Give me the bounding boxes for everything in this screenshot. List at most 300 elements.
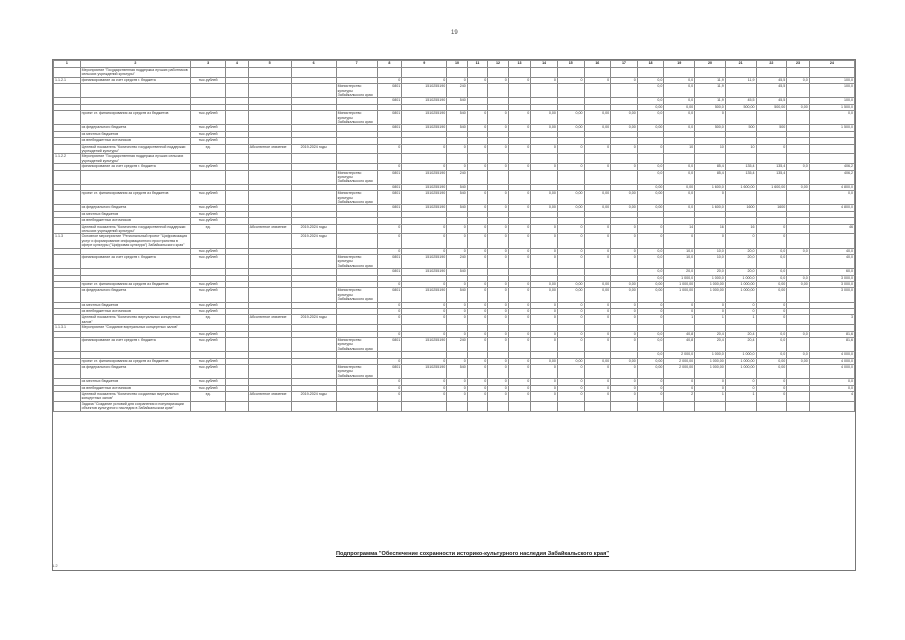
table-cell xyxy=(191,154,226,164)
table-cell xyxy=(226,234,249,248)
table-cell: 0,00 xyxy=(787,104,810,110)
table-cell: 0 xyxy=(377,77,402,83)
table-cell xyxy=(54,68,81,78)
table-cell: тыс.рублей xyxy=(191,211,226,217)
table-cell: 1510255190 xyxy=(402,184,447,190)
table-cell: 20,4 xyxy=(695,331,726,337)
table-cell xyxy=(226,392,249,402)
table-cell xyxy=(557,401,584,411)
table-cell: 0 xyxy=(488,111,508,125)
table-cell: 0 xyxy=(488,248,508,254)
table-cell: 0 xyxy=(637,379,664,385)
table-cell: 0 xyxy=(508,144,531,154)
table-cell: 0 xyxy=(488,302,508,308)
table-cell: 4 000,0 xyxy=(809,352,854,358)
table-cell: 0,00 xyxy=(637,184,664,190)
table-cell: 0 xyxy=(447,315,467,325)
table-cell: 0 xyxy=(508,77,531,83)
table-cell: тыс.рублей xyxy=(191,379,226,385)
table-cell: 0 xyxy=(664,302,695,308)
table-cell: 10,0 xyxy=(695,255,726,269)
table-cell: 0 xyxy=(508,234,531,248)
table-cell xyxy=(531,154,558,164)
table-cell: 0 xyxy=(557,331,584,337)
table-cell: 406,2 xyxy=(809,164,854,170)
table-cell xyxy=(291,288,336,302)
table-cell: Целевой показатель "Количество государственной поддержки сельских учреждений культуры" xyxy=(80,224,191,234)
table-cell: 85,4 xyxy=(695,170,726,184)
table-cell: 0 xyxy=(756,315,787,325)
table-cell: 0 xyxy=(488,282,508,288)
table-cell xyxy=(291,84,336,98)
table-row xyxy=(54,170,855,184)
table-cell: 0 xyxy=(467,191,487,205)
table-cell: 0,00 xyxy=(756,288,787,302)
table-cell: 0 xyxy=(756,234,787,248)
table-cell xyxy=(557,68,584,78)
table-cell: 2019-2024 годы xyxy=(291,144,336,154)
table-cell: 0 xyxy=(488,315,508,325)
table-cell: 0 xyxy=(488,365,508,379)
table-cell: 1510255190 xyxy=(402,170,447,184)
header-cell: 18 xyxy=(637,61,664,68)
table-cell: 0 xyxy=(531,392,558,402)
table-cell xyxy=(54,288,81,302)
table-cell: 0 xyxy=(467,164,487,170)
table-cell: 20,4 xyxy=(725,331,756,337)
table-cell xyxy=(695,68,726,78)
table-cell: 0 xyxy=(695,302,726,308)
table-cell xyxy=(377,401,402,411)
table-cell: 20,0 xyxy=(725,248,756,254)
table-row xyxy=(54,144,855,154)
table-cell: 500,0 xyxy=(695,125,726,131)
table-cell: 0 xyxy=(447,302,467,308)
table-cell: 540 xyxy=(447,205,467,211)
header-cell: 23 xyxy=(787,61,810,68)
table-cell: 0 xyxy=(467,379,487,385)
table-cell: 0 xyxy=(557,392,584,402)
table-cell: 0,00 xyxy=(611,282,638,288)
table-cell: 4 xyxy=(809,392,854,402)
table-cell: 0 xyxy=(531,385,558,391)
table-cell: тыс.рублей xyxy=(191,302,226,308)
table-cell: 1 500,0 xyxy=(809,104,854,110)
table-cell: тыс.рублей xyxy=(191,77,226,83)
table-cell: 1 600,00 xyxy=(756,184,787,190)
table-cell: 0 xyxy=(508,248,531,254)
table-cell xyxy=(54,365,81,379)
table-cell: 0 xyxy=(531,224,558,234)
table-cell: 0 xyxy=(508,302,531,308)
table-cell xyxy=(725,84,756,98)
table-cell: 1 000,00 xyxy=(725,358,756,364)
table-cell: тыс.рублей xyxy=(191,248,226,254)
table-cell: 0 xyxy=(447,248,467,254)
table-cell: проект ст. финансирования за средств из бюджетов xyxy=(80,191,191,205)
table-cell: 135,4 xyxy=(756,170,787,184)
table-cell: 0 xyxy=(725,385,756,391)
table-cell: тыс.рублей xyxy=(191,338,226,352)
table-cell: 0 xyxy=(402,224,447,234)
table-cell xyxy=(664,154,695,164)
header-cell: 11 xyxy=(467,61,487,68)
table-cell: 240 xyxy=(447,170,467,184)
table-cell: 0 xyxy=(611,385,638,391)
table-cell: 0,00 xyxy=(531,111,558,125)
table-cell: 0 xyxy=(402,282,447,288)
table-cell: 0 xyxy=(402,309,447,315)
table-cell xyxy=(508,154,531,164)
table-cell: 0,0 xyxy=(664,111,695,125)
table-cell: 0 xyxy=(557,77,584,83)
table-cell: 0,0 xyxy=(809,191,854,205)
table-cell: 0 xyxy=(377,164,402,170)
table-cell: 540 xyxy=(447,269,467,275)
table-cell: 0 xyxy=(467,365,487,379)
table-cell: 0801 xyxy=(377,288,402,302)
table-cell xyxy=(531,170,558,184)
table-cell: 540 xyxy=(447,125,467,131)
table-cell: 11,9 xyxy=(695,98,726,104)
table-cell: 0 xyxy=(584,302,611,308)
table-cell: 1 000,00 xyxy=(725,365,756,379)
table-cell: 0801 xyxy=(377,338,402,352)
table-cell xyxy=(756,154,787,164)
table-cell xyxy=(787,170,810,184)
table-cell: тыс.рублей xyxy=(191,131,226,137)
table-cell: 0 xyxy=(402,385,447,391)
table-cell: Министерство культуры Забайкальского края xyxy=(336,111,377,125)
table-cell: 0,0 xyxy=(637,255,664,269)
table-cell xyxy=(447,68,467,78)
table-cell: тыс.рублей xyxy=(191,309,226,315)
table-cell: тыс.рублей xyxy=(191,385,226,391)
header-cell: 6 xyxy=(291,61,336,68)
table-cell xyxy=(637,401,664,411)
table-cell xyxy=(336,392,377,402)
table-cell: 0 xyxy=(488,309,508,315)
table-cell: 0,00 xyxy=(557,358,584,364)
header-cell: 3 xyxy=(191,61,226,68)
document-table-frame xyxy=(52,59,856,571)
table-cell: 0 xyxy=(725,234,756,248)
table-cell: 40,0 xyxy=(809,248,854,254)
table-cell: ед. xyxy=(191,392,226,402)
table-cell: 0 xyxy=(531,365,558,379)
table-row xyxy=(54,154,855,164)
table-cell: 4 000,0 xyxy=(809,358,854,364)
table-cell: Абсолютное значение xyxy=(248,392,291,402)
table-cell xyxy=(377,68,402,78)
table-cell: 1 000,00 xyxy=(695,358,726,364)
header-cell: 22 xyxy=(756,61,787,68)
table-cell: 1 000,0 xyxy=(664,275,695,281)
table-row xyxy=(54,315,855,325)
table-cell: 0 xyxy=(584,164,611,170)
table-cell: 0 xyxy=(488,338,508,352)
table-cell: 0 xyxy=(584,338,611,352)
table-cell: 0 xyxy=(531,331,558,337)
table-cell: 0,0 xyxy=(756,269,787,275)
table-cell xyxy=(248,191,291,205)
table-cell xyxy=(191,401,226,411)
table-cell: тыс.рублей xyxy=(191,358,226,364)
table-row xyxy=(54,288,855,302)
table-cell: 0 xyxy=(531,248,558,254)
table-cell xyxy=(584,68,611,78)
table-cell: из местных бюджетов xyxy=(80,379,191,385)
table-cell: 1.1.2.2 xyxy=(54,154,81,164)
table-cell: Министерство культуры Забайкальского края xyxy=(336,191,377,205)
table-cell xyxy=(226,338,249,352)
table-cell: 20,0 xyxy=(695,269,726,275)
table-cell xyxy=(488,68,508,78)
table-cell: 1510255190 xyxy=(402,365,447,379)
table-cell xyxy=(725,401,756,411)
table-cell: 0 xyxy=(402,392,447,402)
table-cell: 0 xyxy=(467,282,487,288)
table-cell xyxy=(191,234,226,248)
table-cell: 0,00 xyxy=(531,282,558,288)
table-cell: 1600 xyxy=(756,205,787,211)
table-cell: 40,8 xyxy=(664,338,695,352)
header-cell: 10 xyxy=(447,61,467,68)
table-cell xyxy=(787,224,810,234)
table-cell: 0 xyxy=(611,365,638,379)
table-cell: 0 xyxy=(488,77,508,83)
table-cell xyxy=(336,401,377,411)
table-cell xyxy=(725,111,756,125)
table-cell: 1 xyxy=(725,392,756,402)
table-cell: 0 xyxy=(447,282,467,288)
table-cell: 1510255190 xyxy=(402,255,447,269)
table-cell: 0 xyxy=(467,392,487,402)
table-cell: 0 xyxy=(557,164,584,170)
table-cell: 0801 xyxy=(377,98,402,104)
table-cell: 100,0 xyxy=(809,77,854,83)
table-cell: 0 xyxy=(488,164,508,170)
table-cell: 0 xyxy=(637,234,664,248)
table-cell: 0 xyxy=(611,164,638,170)
table-cell: 0 xyxy=(508,164,531,170)
table-cell: 2019-2024 годы xyxy=(291,392,336,402)
table-cell xyxy=(226,154,249,164)
table-cell: 0,0 xyxy=(637,352,664,358)
table-cell xyxy=(226,144,249,154)
table-cell: Министерство культуры Забайкальского края xyxy=(336,170,377,184)
table-cell: 0,0 xyxy=(787,352,810,358)
table-cell: 0801 xyxy=(377,365,402,379)
table-cell xyxy=(531,68,558,78)
table-cell: финансирование за счет средств г. бюджета xyxy=(80,255,191,269)
table-cell: 0 xyxy=(584,385,611,391)
table-cell: из федерального бюджета xyxy=(80,205,191,211)
table-cell: 20,4 xyxy=(725,338,756,352)
table-cell: 0 xyxy=(611,331,638,337)
table-cell: 2 000,00 xyxy=(664,365,695,379)
table-cell: тыс.рублей xyxy=(191,365,226,379)
table-cell: тыс.рублей xyxy=(191,282,226,288)
table-cell xyxy=(637,68,664,78)
table-cell: 2019-2024 годы xyxy=(291,234,336,248)
table-cell: 500,00 xyxy=(756,104,787,110)
table-cell: 0 xyxy=(584,315,611,325)
table-cell: 0 xyxy=(584,331,611,337)
table-cell: 1 000,00 xyxy=(695,282,726,288)
table-cell: 0,0 xyxy=(809,385,854,391)
table-cell: 0 xyxy=(557,379,584,385)
table-cell: 1.1.3 xyxy=(54,234,81,248)
table-cell: 0 xyxy=(488,331,508,337)
table-cell: финансирование за счет средств г. бюджета xyxy=(80,77,191,83)
table-cell xyxy=(248,365,291,379)
table-cell xyxy=(756,111,787,125)
header-cell: 14 xyxy=(531,61,558,68)
table-cell: 0 xyxy=(447,77,467,83)
table-cell: 0 xyxy=(756,392,787,402)
table-cell: 0,0 xyxy=(637,269,664,275)
table-cell: 0801 xyxy=(377,170,402,184)
table-cell: 1 xyxy=(725,315,756,325)
table-cell: 0 xyxy=(584,392,611,402)
table-cell: 1 000,0 xyxy=(695,275,726,281)
table-cell: 0 xyxy=(377,392,402,402)
table-cell: 0 xyxy=(531,379,558,385)
table-cell: 4 800,0 xyxy=(809,184,854,190)
table-cell: 1 xyxy=(695,392,726,402)
table-cell: 0 xyxy=(488,392,508,402)
table-cell xyxy=(787,288,810,302)
table-cell: 0,0 xyxy=(787,248,810,254)
table-cell: 0,00 xyxy=(787,184,810,190)
table-cell: из внебюджетных источников xyxy=(80,309,191,315)
table-cell: тыс.рублей xyxy=(191,288,226,302)
table-cell: 0,00 xyxy=(787,358,810,364)
table-row xyxy=(54,224,855,234)
table-cell: 0,00 xyxy=(637,288,664,302)
table-cell xyxy=(226,401,249,411)
table-cell: тыс.рублей xyxy=(191,111,226,125)
table-cell xyxy=(54,224,81,234)
table-cell xyxy=(664,68,695,78)
table-cell: 11,9 xyxy=(695,84,726,98)
table-cell: 0 xyxy=(467,234,487,248)
table-cell: финансирование за счет средств г. бюджета xyxy=(80,338,191,352)
table-cell: 0 xyxy=(377,302,402,308)
table-cell: 0,0 xyxy=(787,331,810,337)
table-cell: 0 xyxy=(488,125,508,131)
table-cell xyxy=(248,68,291,78)
table-row xyxy=(54,255,855,269)
table-cell: 0,0 xyxy=(637,77,664,83)
table-cell: 0 xyxy=(531,144,558,154)
header-cell: 8 xyxy=(377,61,402,68)
table-cell xyxy=(226,365,249,379)
table-cell: 0 xyxy=(611,248,638,254)
table-cell: Абсолютное значение xyxy=(248,224,291,234)
table-cell: 0 xyxy=(508,315,531,325)
table-cell: из местных бюджетов xyxy=(80,131,191,137)
table-cell: 0 xyxy=(637,309,664,315)
table-cell: 10 xyxy=(725,144,756,154)
table-cell: 0,00 xyxy=(756,358,787,364)
table-cell xyxy=(611,68,638,78)
table-cell: 1.1.2.1 xyxy=(54,77,81,83)
table-cell: 0 xyxy=(467,315,487,325)
table-cell: 0,00 xyxy=(557,205,584,211)
table-cell xyxy=(756,68,787,78)
table-cell: 0 xyxy=(467,111,487,125)
table-cell xyxy=(402,154,447,164)
table-cell: 0 xyxy=(531,309,558,315)
table-cell xyxy=(584,401,611,411)
table-cell: 0 xyxy=(531,255,558,269)
table-cell: 0 xyxy=(756,144,787,154)
table-cell: 81,6 xyxy=(809,331,854,337)
table-cell: 240 xyxy=(447,338,467,352)
table-cell: 100,0 xyxy=(809,84,854,98)
table-cell: 0 xyxy=(467,77,487,83)
table-cell: 0,0 xyxy=(664,98,695,104)
table-cell xyxy=(508,84,531,98)
table-cell: 0 xyxy=(557,385,584,391)
table-cell: 0801 xyxy=(377,184,402,190)
table-cell: 500,0 xyxy=(695,104,726,110)
table-cell xyxy=(809,154,854,164)
table-cell: 0 xyxy=(402,164,447,170)
table-cell: 0 xyxy=(377,234,402,248)
table-cell xyxy=(226,170,249,184)
table-cell: 0 xyxy=(611,255,638,269)
table-cell: 0801 xyxy=(377,269,402,275)
header-cell: 5 xyxy=(248,61,291,68)
table-cell: 0 xyxy=(488,144,508,154)
table-cell xyxy=(226,288,249,302)
table-cell xyxy=(488,154,508,164)
table-cell: 0 xyxy=(402,77,447,83)
table-cell: 0,0 xyxy=(664,77,695,83)
table-cell: Министерство культуры Забайкальского края xyxy=(336,84,377,98)
table-cell: 0,00 xyxy=(584,358,611,364)
table-cell: 0,0 xyxy=(756,331,787,337)
table-cell: 81,6 xyxy=(809,338,854,352)
table-cell: 0801 xyxy=(377,205,402,211)
table-cell: Министерство культуры Забайкальского края xyxy=(336,338,377,352)
table-cell: 1510255190 xyxy=(402,111,447,125)
table-cell: 1510255190 xyxy=(402,338,447,352)
table-cell xyxy=(809,234,854,248)
table-cell: 406,2 xyxy=(809,170,854,184)
table-cell: 0 xyxy=(557,234,584,248)
table-cell: Целевой показатель "Количество виртуальных концертных залов" xyxy=(80,315,191,325)
table-cell: 1510255190 xyxy=(402,191,447,205)
table-cell xyxy=(248,111,291,125)
table-cell xyxy=(80,170,191,184)
table-cell: 14 xyxy=(664,224,695,234)
table-cell: 0 xyxy=(508,365,531,379)
table-cell xyxy=(725,154,756,164)
table-cell: 0 xyxy=(447,144,467,154)
table-cell: 0 xyxy=(508,309,531,315)
table-row xyxy=(54,401,855,411)
table-cell: 0 xyxy=(508,358,531,364)
table-cell xyxy=(611,84,638,98)
table-cell: 0 xyxy=(508,224,531,234)
table-cell: из федерального бюджета xyxy=(80,288,191,302)
table-cell: 0 xyxy=(402,234,447,248)
table-cell: 0 xyxy=(508,205,531,211)
